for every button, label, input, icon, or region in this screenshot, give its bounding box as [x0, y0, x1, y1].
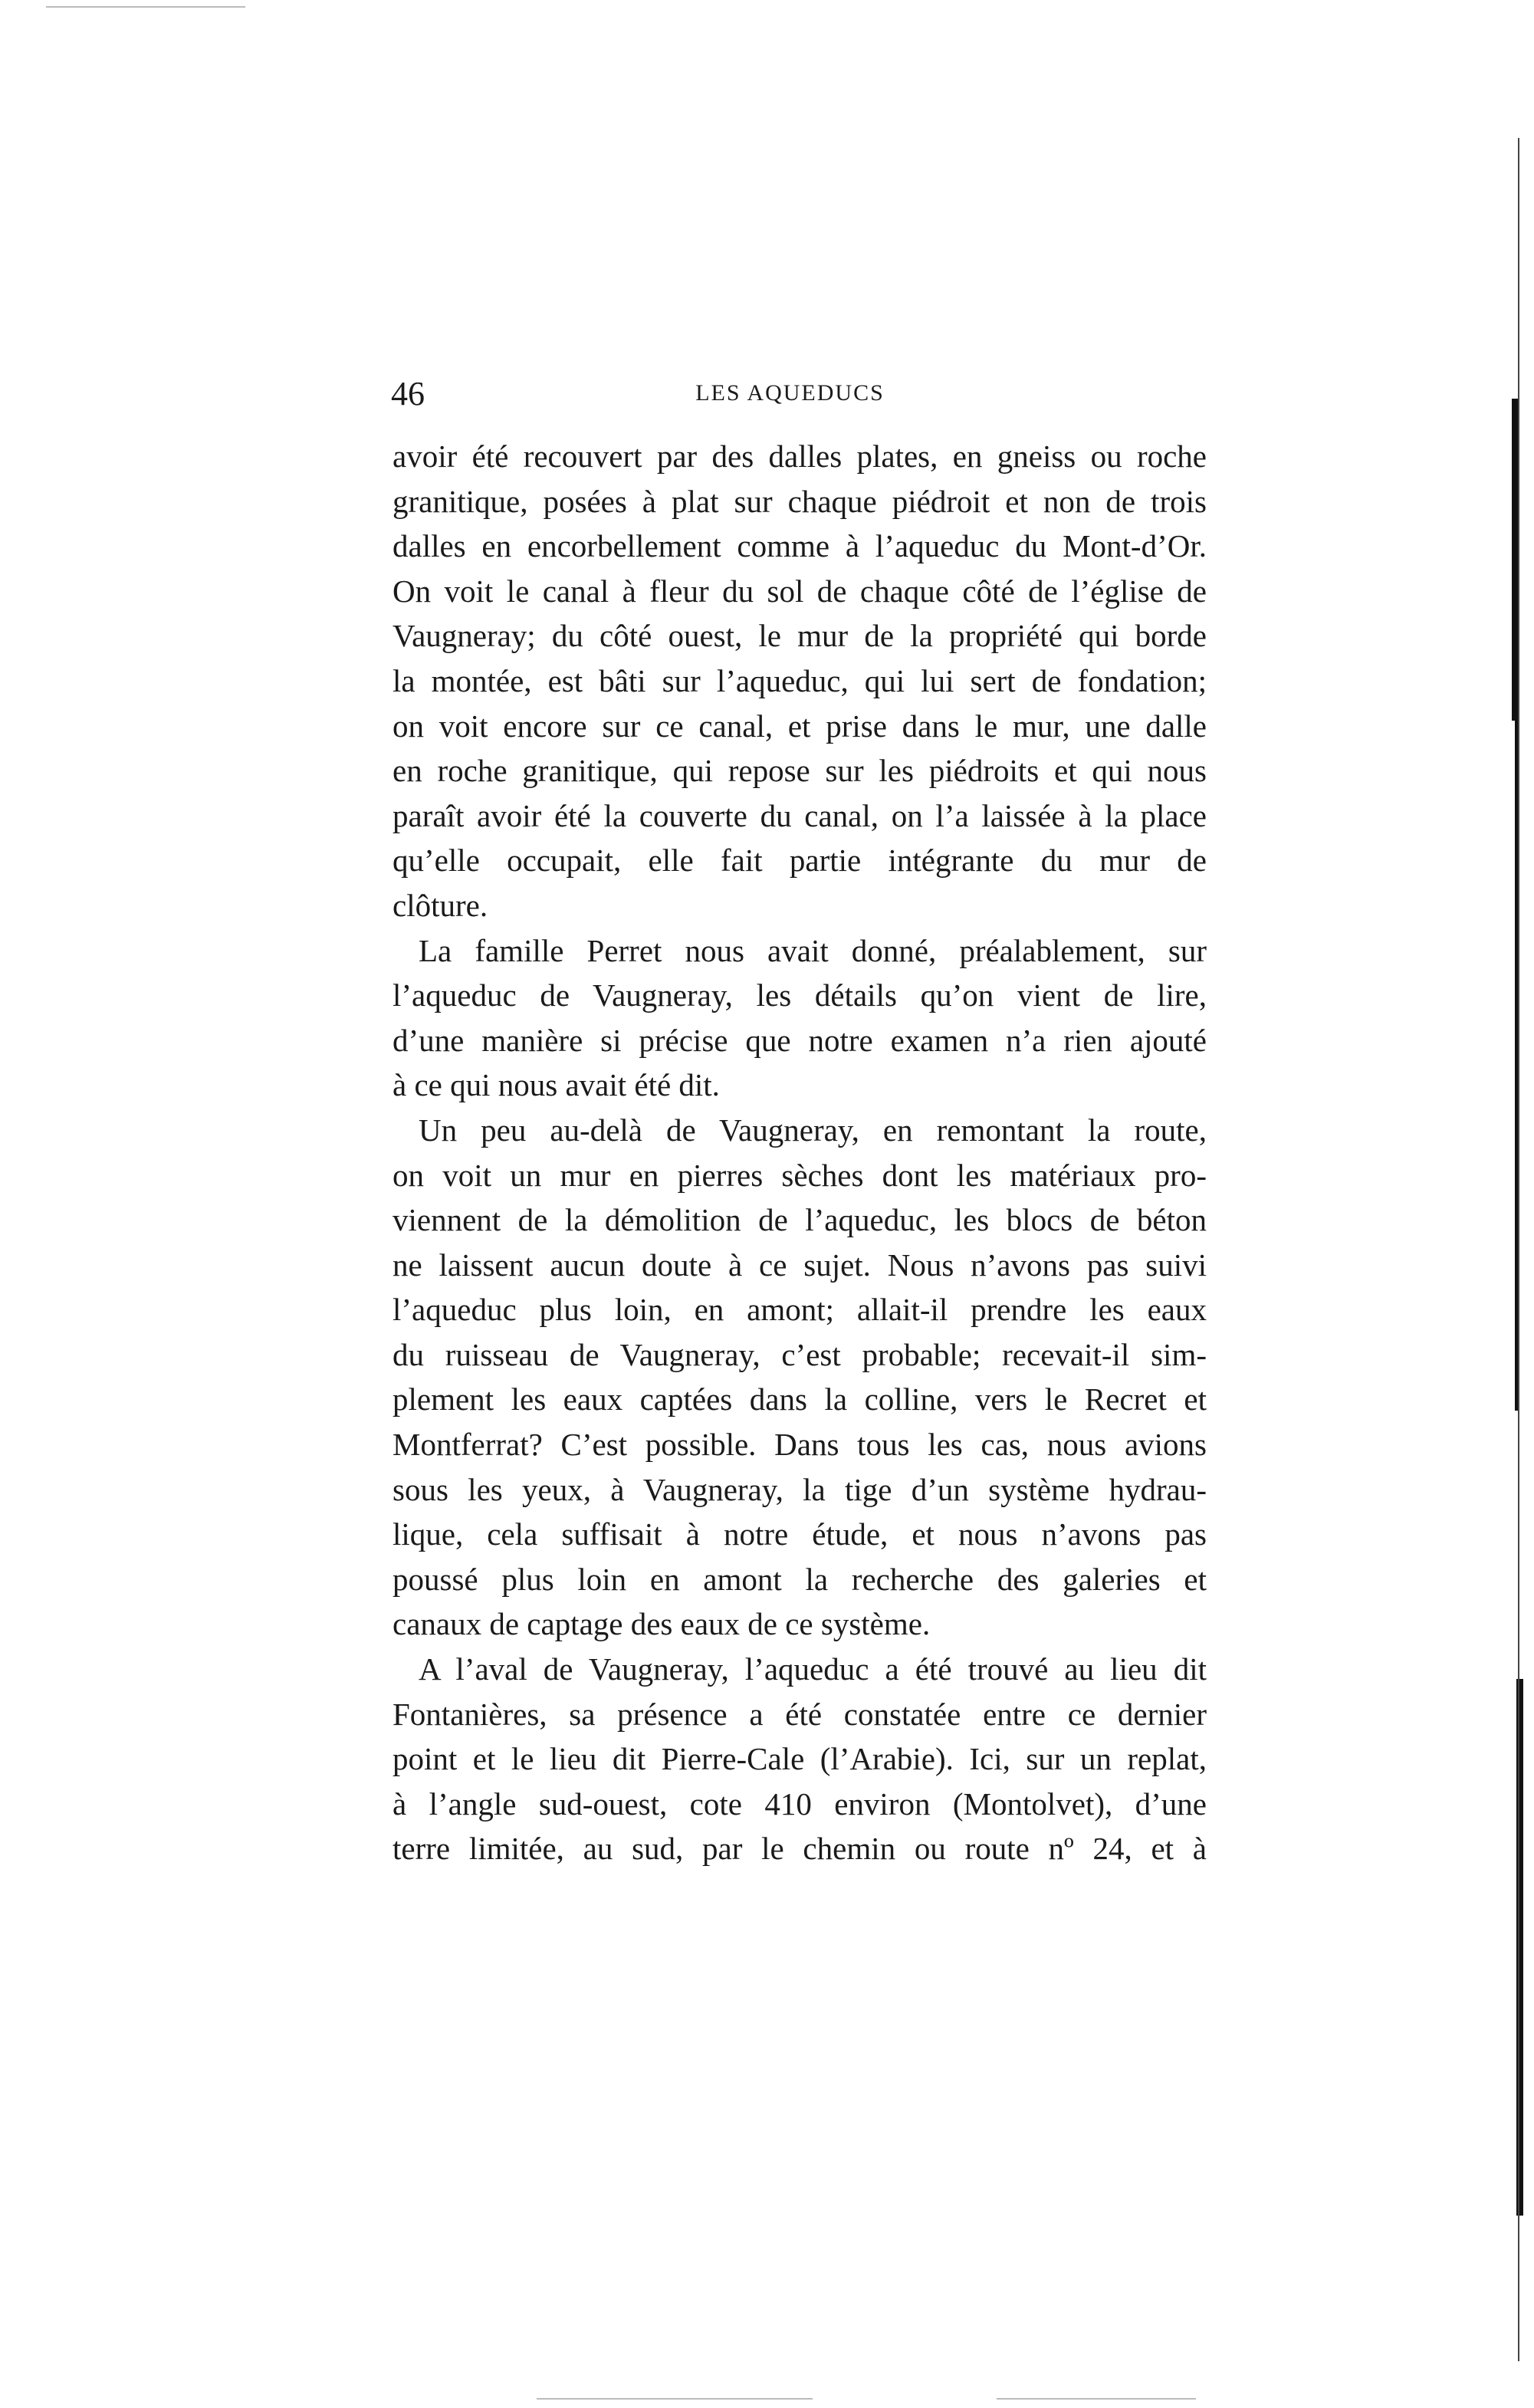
text-line: granitique, posées à plat sur chaque piédroit et non de trois [393, 483, 1207, 519]
text-line: poussé plus loin en amont la recherche des galeries et [393, 1561, 1207, 1597]
text-line: Montferrat? C’est possible. Dans tous les cas, nous avions [393, 1427, 1207, 1463]
text-line: Fontanières, sa présence a été constatée entre ce dernier [393, 1696, 1207, 1732]
text-line: ne laissent aucun doute à ce sujet. Nous n’avons pas suivi [393, 1247, 1207, 1283]
text-line: d’une manière si précise que notre examen n’a rien ajouté [393, 1022, 1207, 1058]
running-title: LES AQUEDUCS [695, 380, 885, 406]
body-text [393, 434, 1207, 1871]
text-line: à l’angle sud-ouest, cote 410 environ (Montolvet), d’une [393, 1785, 1207, 1822]
text-line: clôture. [393, 887, 488, 923]
text-line: du ruisseau de Vaugneray, c’est probable; recevait-il sim- [393, 1336, 1207, 1372]
text-line: La famille Perret nous avait donné, préalablement, sur [419, 932, 1207, 968]
text-line: Un peu au-delà de Vaugneray, en remontant la route, [419, 1112, 1207, 1148]
text-line: dalles en encorbellement comme à l’aqueduc du Mont-d’Or. [393, 528, 1207, 564]
text-line: point et le lieu dit Pierre-Cale (l’Arabie). Ici, sur un replat, [393, 1741, 1207, 1777]
scan-rule [537, 2398, 813, 2400]
text-line: lique, cela suffisait à notre étude, et nous n’avons pas [393, 1516, 1207, 1552]
text-line: à ce qui nous avait été dit. [393, 1067, 720, 1103]
scan-rule [46, 6, 245, 8]
text-line: canaux de captage des eaux de ce système. [393, 1606, 931, 1642]
text-line: la montée, est bâti sur l’aqueduc, qui lui sert de fondation; [393, 662, 1207, 698]
binding-edge-line [1518, 138, 1519, 2361]
text-line: A l’aval de Vaugneray, l’aqueduc a été trouvé au lieu dit [419, 1651, 1207, 1687]
text-line: en roche granitique, qui repose sur les piédroits et qui nous [393, 753, 1207, 789]
text-line: on voit encore sur ce canal, et prise dans le mur, une dalle [393, 708, 1207, 744]
binding-edge-shadow [1512, 399, 1518, 721]
text-line: terre limitée, au sud, par le chemin ou route nº 24, et à [393, 1831, 1207, 1867]
text-line: viennent de la démolition de l’aqueduc, les blocs de béton [393, 1202, 1207, 1238]
text-line: l’aqueduc de Vaugneray, les détails qu’on vient de lire, [393, 977, 1207, 1013]
text-line: on voit un mur en pierres sèches dont les matériaux pro- [393, 1157, 1207, 1193]
text-line: On voit le canal à fleur du sol de chaque côté de l’église de [393, 573, 1207, 609]
text-line: Vaugneray; du côté ouest, le mur de la propriété qui borde [393, 618, 1207, 654]
text-line: plement les eaux captées dans la colline, vers le Recret et [393, 1381, 1207, 1418]
text-line: qu’elle occupait, elle fait partie intégrante du mur de [393, 843, 1207, 879]
text-line: l’aqueduc plus loin, en amont; allait-il prendre les eaux [393, 1292, 1207, 1328]
text-line: paraît avoir été la couverte du canal, on l’a laissée à la place [393, 797, 1207, 833]
page-number: 46 [391, 375, 425, 412]
text-line: sous les yeux, à Vaugneray, la tige d’un système hydrau- [393, 1471, 1207, 1507]
scan-rule [997, 2398, 1196, 2400]
text-line: avoir été recouvert par des dalles plates, en gneiss ou roche [393, 439, 1207, 474]
